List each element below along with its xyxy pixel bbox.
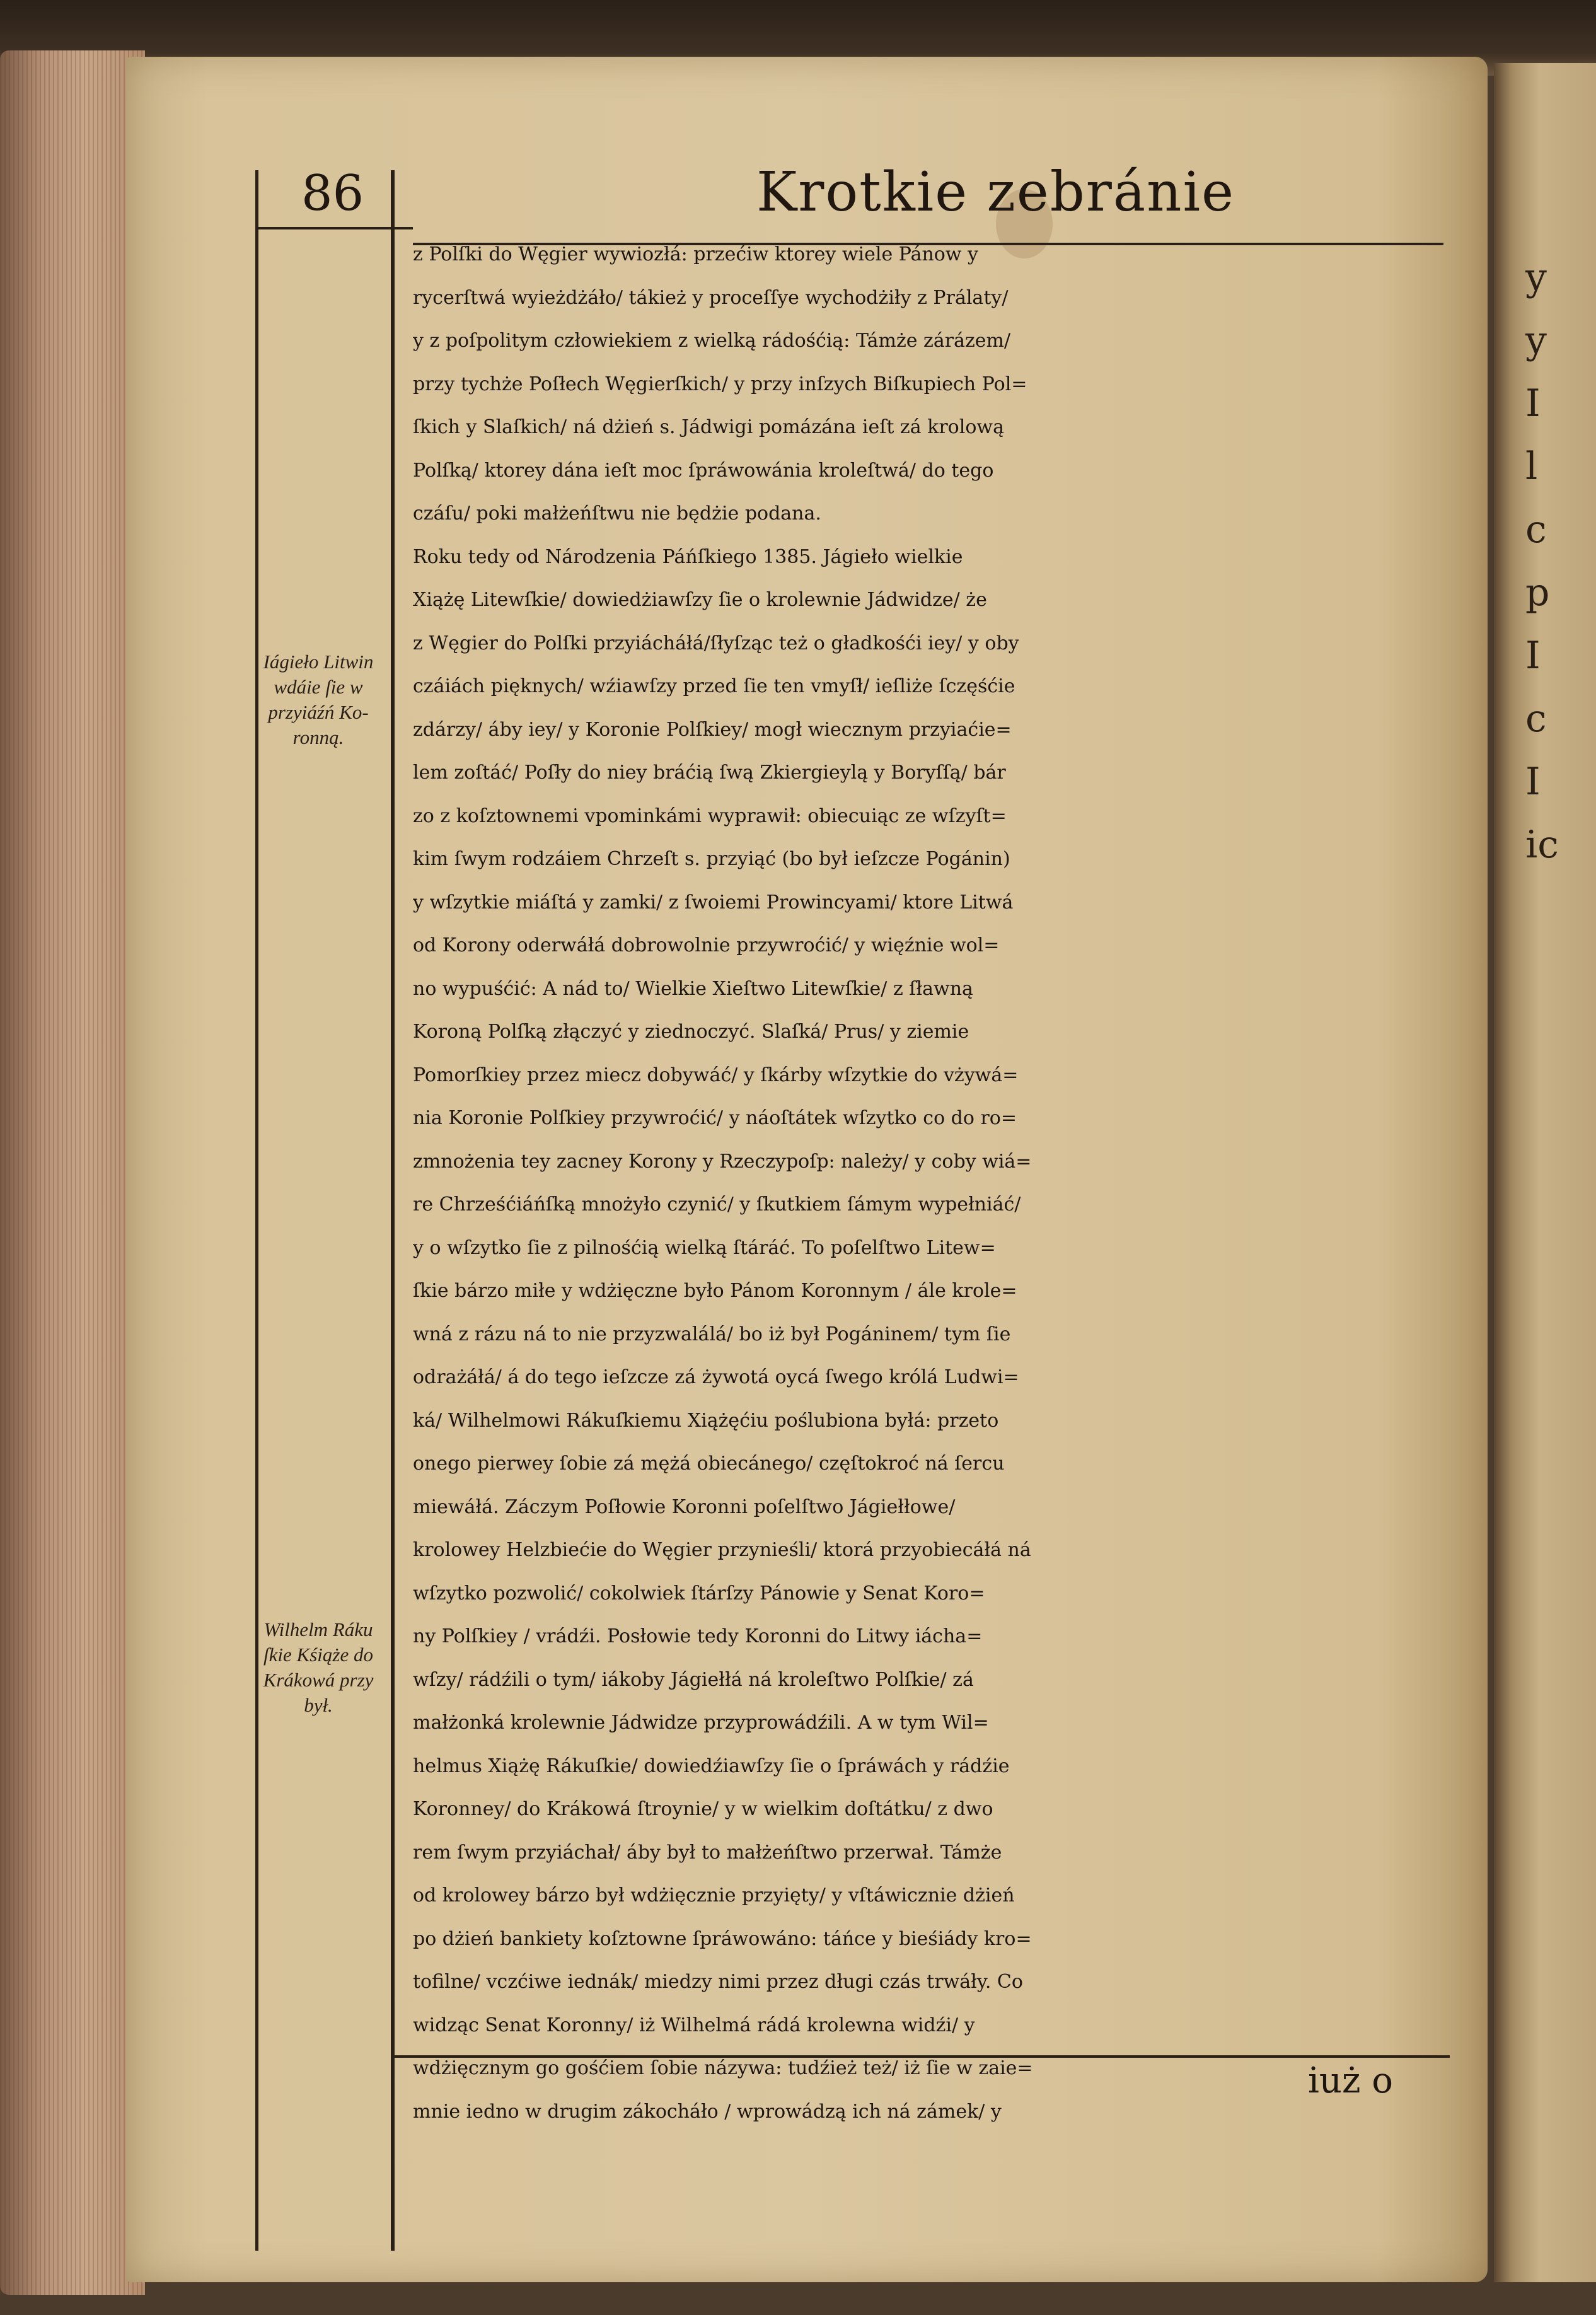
text-line: zdárzy/ áby iey/ y Koronie Polſkiey/ mogł wiecznym przyiaćie=: [413, 718, 1012, 741]
text-line: przy tychże Poſłech Węgierſkich/ y przy inſzych Biſkupiech Pol=: [413, 373, 1027, 395]
text-line: ſkich y Slaſkich/ ná dżień s. Jádwigi pomázána ieſt zá krolową: [413, 416, 1004, 438]
text-line: ſkie bárzo miłe y wdżięczne było Pánom Koronnym / ále krole=: [413, 1280, 1017, 1302]
text-line: Xiążę Litewſkie/ dowiedżiawſzy ſie o krolewnie Jádwidze/ że: [413, 589, 987, 611]
text-line: ká/ Wilhelmowi Rákuſkiemu Xiążęćiu poślubiona byłá: przeto: [413, 1409, 999, 1432]
text-line: czáſu/ poki małżeńſtwu nie będżie podana.: [413, 502, 821, 525]
text-line: kim ſwym rodzáiem Chrzeſt s. przyiąć (bo był ieſzcze Pogánin): [413, 848, 1010, 870]
text-line: od krolowey bárzo był wdżięcznie przyięty/ y vſtáwicznie dżień: [413, 1884, 1015, 1906]
text-line: Koroną Polſką złączyć y ziednoczyć. Slaſká/ Prus/ y ziemie: [413, 1021, 969, 1043]
text-line: wſzy/ rádźili o tym/ iákoby Jágiełłá ná kroleſtwo Polſkie/ zá: [413, 1668, 974, 1691]
text-line: no wypuśćić: A nád to/ Wielkie Xieſtwo Litewſkie/ z ſławną: [413, 977, 973, 1000]
body-text: [413, 233, 1453, 2133]
catchword: iuż o: [1308, 2060, 1393, 2101]
text-line: ny Polſkiey / vrádźi. Posłowie tedy Koronni do Litwy iácha=: [413, 1625, 983, 1647]
margin-rule-inner: [391, 170, 395, 2251]
text-line: rycerſtwá wyieżdżáło/ tákież y proceſſye wychodżiły z Prálaty/: [413, 286, 1009, 309]
text-line: lem zoſtáć/ Poſły do niey bráćią ſwą Zkiergieylą y Boryſſą/ bár: [413, 762, 1006, 784]
margin-rule-outer: [255, 170, 258, 2251]
facing-page-text: y y I l c p I c I ic: [1525, 255, 1559, 867]
text-line: widząc Senat Koronny/ iż Wilhelmá rádá krolewna widźi/ y: [413, 2014, 975, 2036]
text-line: Roku tedy od Národzenia Páńſkiego 1385. Jágieło wielkie: [413, 545, 963, 568]
text-line: y o wſzytko ſie z pilnośćią wielką ſtáráć. To poſelſtwo Litew=: [413, 1236, 996, 1259]
margin-note-wilhelm: Wilhelm Ráku ſkie Kśiąże do Krákowá przy był.: [263, 1618, 374, 1716]
text-line: wná z rázu ná to nie przyzwalálá/ bo iż był Pogáninem/ tym ſie: [413, 1323, 1011, 1345]
running-header: Krotkie zebránie: [756, 161, 1235, 224]
text-line: y wſzytkie miáſtá y zamki/ z ſwoiemi Prowincyami/ ktore Litwá: [413, 891, 1014, 914]
text-line: zmnożenia tey zacney Korony y Rzeczypoſp: należy/ y coby wiá=: [413, 1150, 1032, 1173]
text-line: z Węgier do Polſki przyiácháłá/ſłyſząc też o gładkośći iey/ y oby: [413, 632, 1019, 654]
text-line: Polſką/ ktorey dána ieſt moc ſpráwowánia kroleſtwá/ do tego: [413, 459, 994, 482]
text-line: czáiách pięknych/ wźiawſzy przed ſie ten vmyſł/ ieſliże ſczęśćie: [413, 675, 1015, 697]
text-line: od Korony oderwáłá dobrowolnie przywroćić/ y więźnie wol=: [413, 934, 1000, 956]
text-line: nia Koronie Polſkiey przywroćić/ y náoſtátek wſzytko co do ro=: [413, 1107, 1017, 1129]
margin-note-jagiello: Iágieło Litwin wdáie ſie w przyiáźń Ko- ronną.: [263, 651, 374, 748]
text-line: re Chrześćiáńſką mnożyło czynić/ y ſkutkiem ſámym wypełniáć/: [413, 1193, 1021, 1216]
header-rule-left: [255, 227, 413, 229]
text-line: Pomorſkiey przez miecz dobywáć/ y ſkárby wſzytkie do vżywá=: [413, 1064, 1019, 1086]
text-line: z Polſki do Węgier wywiozłá: przećiw ktorey wiele Pánow y: [413, 243, 978, 265]
text-line: y z poſpolitym człowiekiem z wielką rádośćią: Támże zárázem/: [413, 330, 1011, 352]
text-line: miewáłá. Záczym Poſłowie Koronni poſelſtwo Jágiełłowe/: [413, 1495, 956, 1518]
text-line: wdżięcznym go gośćiem ſobie názywa: tudźież też/ iż ſie w zaie=: [413, 2057, 1033, 2079]
text-line: helmus Xiążę Rákuſkie/ dowiedźiawſzy ſie o ſpráwách y rádźie: [413, 1755, 1010, 1777]
facing-page-right: [1494, 63, 1596, 2282]
text-line: tofilne/ vczćiwe iednák/ miedzy nimi przez długi czás trwáły. Co: [413, 1971, 1023, 1993]
page-edges-left: [0, 50, 145, 2295]
text-line: odrażáłá/ á do tego ieſzcze zá żywotá oycá ſwego królá Ludwi=: [413, 1366, 1019, 1388]
text-line: wſzytko pozwolić/ cokolwiek ſtárſzy Pánowie y Senat Koro=: [413, 1582, 985, 1604]
text-line: małżonká krolewnie Jádwidze przyprowádźili. A w tym Wil=: [413, 1712, 989, 1734]
text-line: mnie iedno w drugim zákocháło / wprowádzą ich ná zámek/ y: [413, 2100, 1002, 2123]
text-line: rem ſwym przyiáchał/ áby był to małżeńſtwo przerwał. Támże: [413, 1841, 1002, 1864]
text-line: onego pierwey ſobie zá mężá obiecánego/ częſtokroć ná ſercu: [413, 1453, 1005, 1475]
text-line: zo z koſztownemi vpominkámi wyprawił: obiecuiąc ze wſzyſt=: [413, 804, 1007, 827]
text-line: krolowey Helzbiećie do Węgier przynieśli/ ktorá przyobiecáłá ná: [413, 1539, 1031, 1561]
text-line: Koronney/ do Krákowá ſtroynie/ y w wielkim doſtátku/ z dwo: [413, 1798, 993, 1820]
page-number: 86: [301, 165, 364, 222]
text-line: po dżień bankiety koſztowne ſpráwowáno: táńce y bieśiády kro=: [413, 1927, 1032, 1950]
